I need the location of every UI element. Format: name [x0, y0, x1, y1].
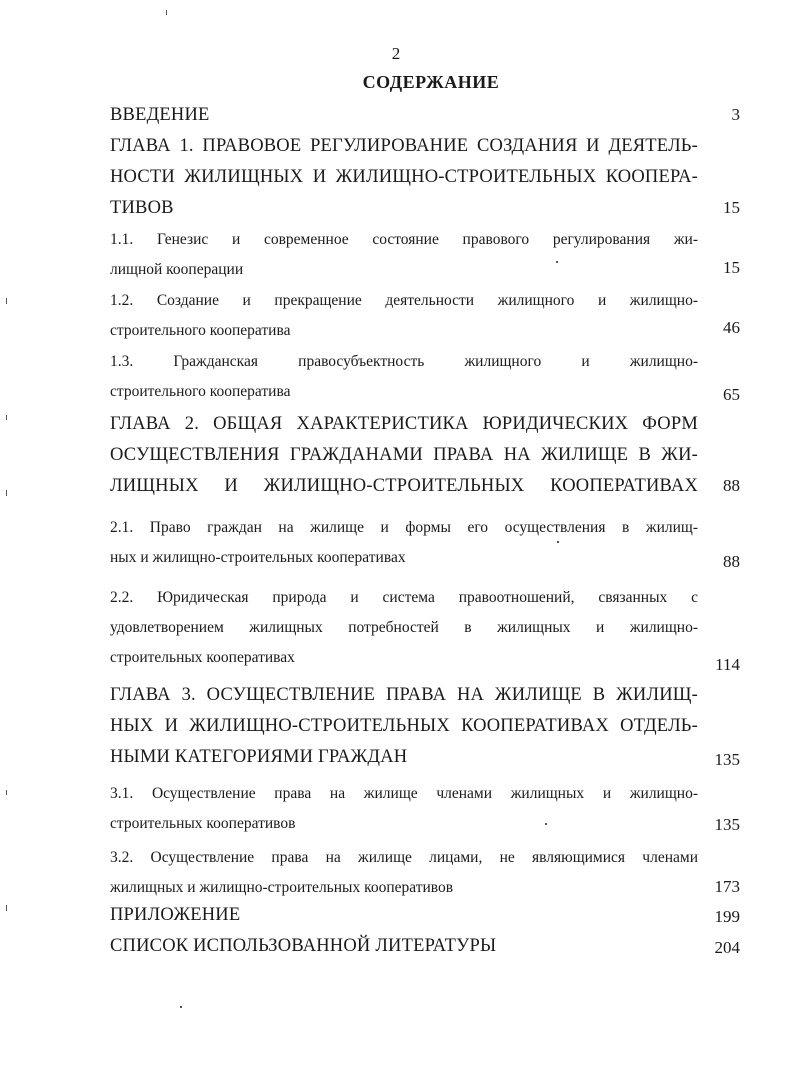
toc-entry-line: СПИСОК ИСПОЛЬЗОВАННОЙ ЛИТЕРАТУРЫ — [110, 936, 497, 956]
toc-entry-section-1-3[interactable] — [110, 347, 698, 407]
scan-speck — [6, 905, 7, 911]
toc-entry-line: 3.1. Осуществление права на жилище членами жилищных и жилищно- — [110, 785, 698, 802]
toc-entry-line: лищной кооперации — [110, 261, 244, 278]
scan-speck — [180, 1006, 182, 1008]
toc-entry-introduction[interactable] — [110, 100, 698, 131]
toc-entry-line: удовлетворением жилищных потребностей в жилищных и жилищно- — [110, 619, 698, 636]
toc-entry-line: ТИВОВ — [110, 198, 174, 218]
toc-page-number: 173 — [714, 877, 740, 896]
toc-page-number: 135 — [714, 750, 740, 769]
toc-entry-line: строительных кооперативов — [110, 815, 296, 832]
toc-entry-line: 1.2. Создание и прекращение деятельности жилищного и жилищно- — [110, 292, 698, 309]
scan-speck — [6, 415, 7, 420]
toc-entry-line: ГЛАВА 2. ОБЩАЯ ХАРАКТЕРИСТИКА ЮРИДИЧЕСКИХ ФОРМ — [110, 414, 698, 434]
toc-entry-line: 2.1. Право граждан на жилище и формы его осуществления в жилищ- — [110, 519, 698, 536]
toc-page-number: 204 — [714, 938, 740, 957]
toc-entry-line: жилищных и жилищно-строительных кооперативов — [110, 879, 454, 896]
toc-entry-appendix[interactable] — [110, 900, 698, 931]
page-number: 2 — [391, 44, 401, 63]
toc-entry-section-3-1[interactable] — [110, 779, 698, 839]
toc-entry-line: НЫХ И ЖИЛИЩНО-СТРОИТЕЛЬНЫХ КООПЕРАТИВАХ ОТДЕЛЬ- — [110, 716, 698, 736]
toc-page-number: 15 — [723, 258, 740, 277]
toc-entry-line: 1.1. Генезис и современное состояние правового регулирования жи- — [110, 231, 698, 248]
scan-speck — [6, 490, 7, 496]
toc-entry-line: строительного кооператива — [110, 322, 291, 339]
toc-entry-line: строительного кооператива — [110, 383, 291, 400]
toc-entry-chapter-1[interactable] — [110, 131, 698, 224]
scan-speck — [557, 541, 559, 543]
toc-entry-line: 2.2. Юридическая природа и система правоотношений, связанных с — [110, 589, 698, 606]
toc-entry-line: ных и жилищно-строительных кооперативах — [110, 549, 406, 566]
scan-speck — [6, 298, 7, 304]
toc-entry-section-1-1[interactable] — [110, 225, 698, 285]
toc-entry-line: ВВЕДЕНИЕ — [110, 105, 210, 125]
toc-entry-line: 3.2. Осуществление права на жилище лицами, не являющимися членами — [110, 849, 698, 866]
toc-page-number: 114 — [715, 655, 740, 674]
toc-page-number: 88 — [723, 476, 740, 495]
scan-speck — [6, 790, 7, 795]
toc-page-number: 88 — [723, 552, 740, 571]
toc-entry-line: строительных кооперативах — [110, 649, 295, 666]
toc-page-number: 199 — [714, 907, 740, 926]
toc-entry-chapter-3[interactable] — [110, 680, 698, 773]
toc-page-number: 15 — [723, 198, 740, 217]
toc-page-number: 135 — [714, 815, 740, 834]
toc-entry-line: ОСУЩЕСТВЛЕНИЯ ГРАЖДАНАМИ ПРАВА НА ЖИЛИЩЕ В ЖИ- — [110, 445, 698, 465]
toc-entry-chapter-2[interactable] — [110, 409, 698, 502]
toc-page-number: 3 — [731, 105, 740, 124]
toc-entry-section-2-1[interactable] — [110, 513, 698, 573]
toc-entry-line: ГЛАВА 3. ОСУЩЕСТВЛЕНИЕ ПРАВА НА ЖИЛИЩЕ В ЖИЛИЩ- — [110, 685, 698, 705]
toc-page-number: 46 — [723, 318, 740, 337]
toc-entry-line: 1.3. Гражданская правосубъектность жилищного и жилищно- — [110, 353, 698, 370]
toc-entry-section-3-2[interactable] — [110, 843, 698, 903]
toc-page-number: 65 — [723, 385, 740, 404]
scan-speck — [166, 10, 167, 15]
scan-speck — [556, 261, 558, 263]
toc-entry-section-2-2[interactable] — [110, 583, 698, 673]
toc-entry-line: ЛИЩНЫХ И ЖИЛИЩНО-СТРОИТЕЛЬНЫХ КООПЕРАТИВАХ — [110, 476, 698, 496]
toc-entry-bibliography[interactable] — [110, 931, 698, 962]
toc-entry-line: НОСТИ ЖИЛИЩНЫХ И ЖИЛИЩНО-СТРОИТЕЛЬНЫХ КООПЕРА- — [110, 167, 698, 187]
page-title: СОДЕРЖАНИЕ — [362, 72, 500, 92]
scan-speck — [545, 823, 547, 825]
toc-entry-line: НЫМИ КАТЕГОРИЯМИ ГРАЖДАН — [110, 747, 408, 767]
toc-entry-line: ГЛАВА 1. ПРАВОВОЕ РЕГУЛИРОВАНИЕ СОЗДАНИЯ И ДЕЯТЕЛЬ- — [110, 136, 698, 156]
toc-entry-line: ПРИЛОЖЕНИЕ — [110, 905, 241, 925]
toc-entry-section-1-2[interactable] — [110, 286, 698, 346]
